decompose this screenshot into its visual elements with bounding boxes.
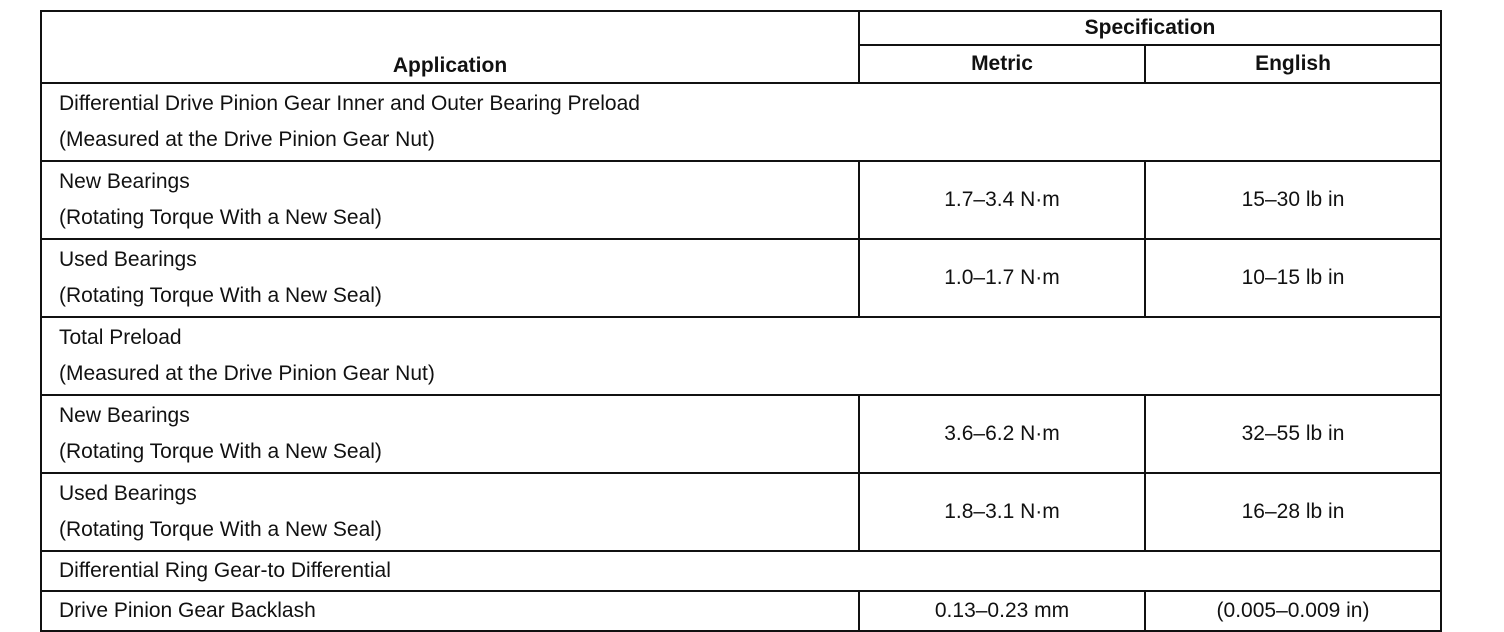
header-row xyxy=(41,11,1441,45)
application-cell xyxy=(41,239,859,317)
application-note: (Rotating Torque With a New Seal) xyxy=(59,518,382,541)
application-cell xyxy=(41,395,859,473)
metric-value: 3.6–6.2 N·m xyxy=(859,395,1145,473)
table-row xyxy=(41,161,1441,239)
application-note: (Rotating Torque With a New Seal) xyxy=(59,440,382,463)
metric-value: 1.0–1.7 N·m xyxy=(859,239,1145,317)
specification-table xyxy=(40,10,1442,632)
application-header: Application xyxy=(41,11,859,83)
metric-header: Metric xyxy=(859,45,1145,83)
english-header: English xyxy=(1145,45,1441,83)
application-note: (Rotating Torque With a New Seal) xyxy=(59,284,382,307)
application-cell xyxy=(41,473,859,551)
application-cell xyxy=(41,161,859,239)
section-row xyxy=(41,551,1441,591)
section-title: Differential Drive Pinion Gear Inner and Outer Bearing Preload xyxy=(59,92,640,115)
english-value: 10–15 lb in xyxy=(1145,239,1441,317)
table-row xyxy=(41,239,1441,317)
english-value: 15–30 lb in xyxy=(1145,161,1441,239)
table-row xyxy=(41,591,1441,631)
application-label: Used Bearings xyxy=(59,482,197,505)
section-title: Differential Ring Gear-to Differential xyxy=(41,551,1441,591)
application-note: (Rotating Torque With a New Seal) xyxy=(59,206,382,229)
section-cell xyxy=(41,83,1441,161)
section-cell xyxy=(41,317,1441,395)
metric-value: 0.13–0.23 mm xyxy=(859,591,1145,631)
section-title: Total Preload xyxy=(59,326,182,349)
english-value: 32–55 lb in xyxy=(1145,395,1441,473)
english-value: 16–28 lb in xyxy=(1145,473,1441,551)
application-label: New Bearings xyxy=(59,404,190,427)
specification-header: Specification xyxy=(859,11,1441,45)
metric-value: 1.8–3.1 N·m xyxy=(859,473,1145,551)
section-row xyxy=(41,83,1441,161)
application-label: New Bearings xyxy=(59,170,190,193)
section-note: (Measured at the Drive Pinion Gear Nut) xyxy=(59,128,435,151)
section-row xyxy=(41,317,1441,395)
metric-value: 1.7–3.4 N·m xyxy=(859,161,1145,239)
application-label: Drive Pinion Gear Backlash xyxy=(41,591,859,631)
section-note: (Measured at the Drive Pinion Gear Nut) xyxy=(59,362,435,385)
table-row xyxy=(41,473,1441,551)
application-label: Used Bearings xyxy=(59,248,197,271)
english-value: (0.005–0.009 in) xyxy=(1145,591,1441,631)
table-row xyxy=(41,395,1441,473)
